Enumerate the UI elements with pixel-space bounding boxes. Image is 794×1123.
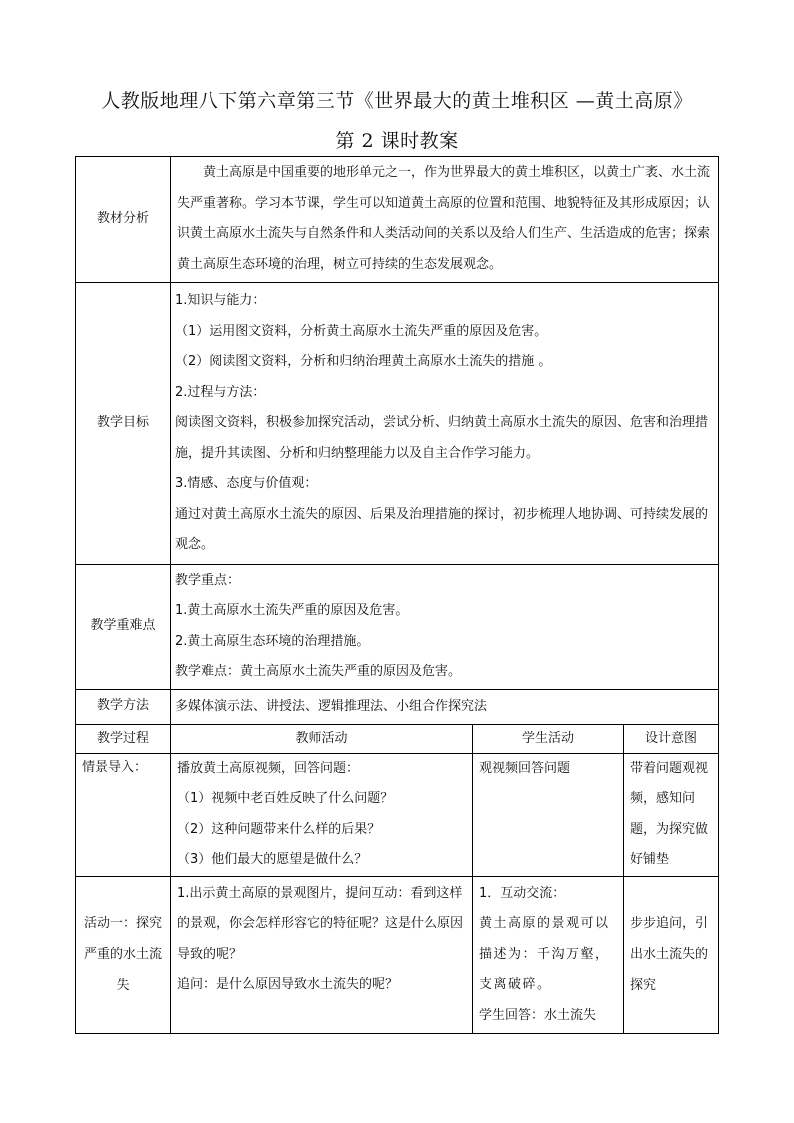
method-label: 教学方法 (76, 689, 171, 724)
activity1-row (76, 876, 719, 1034)
activity1-label: 活动一：探究严重的水土流失 (76, 876, 171, 1034)
key-points-label: 教学重难点 (76, 564, 171, 689)
activity1-student-line: 1．互动交流： (479, 885, 566, 901)
analysis-row (76, 157, 719, 283)
key-point-line: 1.黄土高原水土流失严重的原因及危害。 (175, 603, 409, 618)
intro-design: 带着问题观视频，感知问题，为探究做好铺垫 (624, 753, 719, 876)
key-point-line: 2.黄土高原生态环境的治理措施。 (175, 633, 370, 649)
activity1-student-line: 黄土高原的景观可以描述为：千沟万壑，支离破碎。 (479, 916, 610, 992)
activity1-design: 步步追问，引出水土流失的探究 (624, 876, 719, 1034)
goal-line: 3.情感、态度与价值观： (175, 476, 318, 491)
process-header-row (76, 724, 719, 753)
goal-line: 阅读图文资料，积极参加探究活动，尝试分析、归纳黄土高原水土流失的原因、危害和治理措施，提升其读图、分析和归纳整理能力以及自主合作学习能力。 (175, 415, 709, 461)
analysis-text: 黄土高原是中国重要的地形单元之一，作为世界最大的黄土堆积区，以黄土广袤、水土流失严重著称。学习本节课，学生可以知道黄土高原的位置和范围、地貌特征及其形成原因；认识黄土高原水土流失与自然条件和人类活动间的关系以及给人们生产、生活造成的危害；探索黄土高原生态环境的治理，树立可持续的生态发展观念。 (177, 165, 711, 272)
goal-line: 通过对黄土高原水土流失的原因、后果及治理措施的探讨，初步梳理人地协调、可持续发展的观念。 (175, 506, 709, 552)
intro-teacher-line: （3）他们最大的愿望是做什么？ (177, 852, 368, 867)
activity1-teacher-line: 追问：是什么原因导致水土流失的呢？ (177, 977, 399, 992)
key-point-line: 教学重点： (175, 572, 241, 588)
goal-line: （1）运用图文资料，分析黄土高原水土流失严重的原因及危害。 (175, 323, 548, 339)
intro-row (76, 753, 719, 876)
method-text: 多媒体演示法、讲授法、逻辑推理法、小组合作探究法 (171, 689, 719, 724)
analysis-label: 教材分析 (76, 157, 171, 283)
goal-line: 1.知识与能力： (175, 293, 266, 308)
document-subtitle: 第 2 课时教案 (335, 130, 459, 152)
goal-line: 2.过程与方法： (175, 384, 266, 400)
activity1-teacher-line: 1.出示黄土高原的景观图片，提问互动：看到这样的景观，你会怎样形容它的特征呢？这是什么原因导致的呢？ (177, 885, 464, 962)
method-row (76, 689, 719, 724)
process-header-col2: 教师活动 (171, 724, 473, 753)
intro-student: 观视频回答问题 (473, 753, 624, 876)
lesson-plan-table (75, 156, 719, 1034)
goals-label: 教学目标 (76, 283, 171, 565)
key-point-line: 教学难点：黄土高原水土流失严重的原因及危害。 (175, 664, 462, 679)
intro-teacher-line: （1）视频中老百姓反映了什么问题？ (177, 791, 394, 806)
process-header-col3: 学生活动 (473, 724, 624, 753)
goal-line: （2）阅读图文资料，分析和归纳治理黄土高原水土流失的措施 。 (175, 354, 552, 369)
intro-teacher-line: （2）这种问题带来什么样的后果？ (177, 821, 381, 837)
activity1-student-line: 学生回答：水土流失 (479, 1007, 597, 1023)
process-header-col4: 设计意图 (624, 724, 719, 753)
intro-teacher-line: 播放黄土高原视频，回答问题： (177, 760, 360, 776)
document-title: 人教版地理八下第六章第三节《世界最大的黄土堆积区 —黄土高原》 (101, 90, 693, 112)
intro-label: 情景导入： (76, 753, 171, 876)
process-header-col1: 教学过程 (76, 724, 171, 753)
key-points-row (76, 564, 719, 689)
goals-row (76, 283, 719, 565)
